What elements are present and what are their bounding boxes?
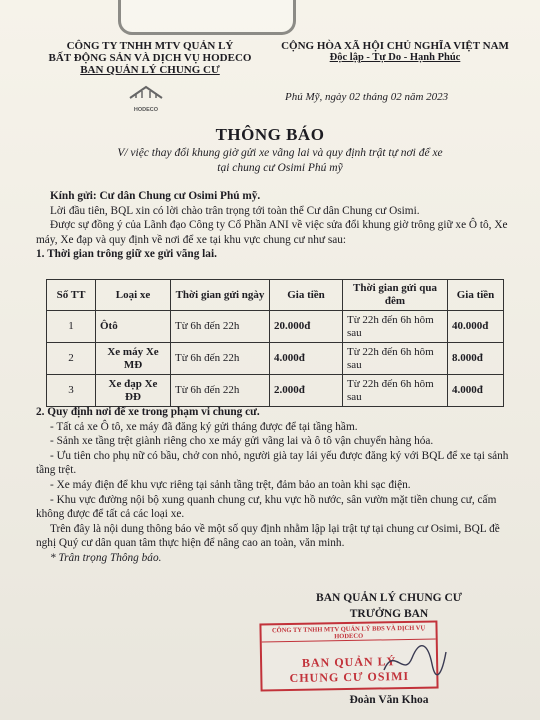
cell-vehicle: Xe máy Xe MĐ (96, 343, 171, 375)
issuer-header (30, 40, 270, 76)
intro-paragraph: Lời đầu tiên, BQL xin có lời chào trân trọng tới toàn thể Cư dân Chung cư Osimi. (50, 204, 420, 217)
signature-role: TRƯỞNG BAN (349, 608, 429, 620)
cell-night-price: 4.000đ (448, 375, 504, 407)
stamp-line-2: CHUNG CƯ OSIMI (289, 668, 410, 686)
col-header-vehicle: Loại xe (96, 280, 171, 311)
subject-line-1: V/ việc thay đổi khung giờ gửi xe vãng lai và quy định trật tự nơi để xe (117, 147, 443, 159)
cell-day-price: 4.000đ (270, 343, 343, 375)
col-header-day-time: Thời gian gửi ngày (171, 280, 270, 311)
company-logo (124, 84, 168, 113)
cell-day-price: 20.000đ (270, 311, 343, 343)
cell-vehicle: Xe đạp Xe ĐĐ (96, 375, 171, 407)
handwritten-signature (380, 640, 450, 680)
cell-night-time: Từ 22h đến 6h hôm sau (343, 343, 448, 375)
table-row (47, 311, 504, 343)
stamp-line-1: BAN QUẢN LÝ (301, 654, 397, 670)
cell-night-price: 8.000đ (448, 343, 504, 375)
stamp-company: CÔNG TY TNHH MTV QUẢN LÝ BĐS VÀ DỊCH VỤ HODECO (261, 622, 435, 642)
document-title: THÔNG BÁO (215, 125, 325, 144)
cell-night-time: Từ 22h đến 6h hôm sau (343, 375, 448, 407)
cell-night-time: Từ 22h đến 6h hôm sau (343, 311, 448, 343)
national-motto: Độc lập - Tự Do - Hạnh Phúc (329, 52, 461, 63)
issuer-company-line2: BẤT ĐỘNG SẢN VÀ DỊCH VỤ HODECO (48, 52, 252, 64)
document-body (36, 189, 518, 262)
rule-item: - Ưu tiên cho phụ nữ có bầu, chở con nhỏ, người già tay lái yếu được đăng ký với BQL để xe tại sảnh tầng trệt. (36, 449, 509, 477)
table-row (47, 375, 504, 407)
table-row (47, 343, 504, 375)
rule-item: - Tất cả xe Ô tô, xe máy đã đăng ký gửi tháng được để tại tầng hầm. (50, 420, 358, 433)
approval-paragraph: Được sự đồng ý của Lãnh đạo Công ty Cổ Phần ANI về việc sửa đổi khung giờ trông giữ xe Ô tô, Xe máy, Xe đạp và quy định về nơi để xe tại khu vực chung cư như sau: (36, 219, 508, 246)
document-subject (60, 146, 500, 176)
section-1-heading: 1. Thời gian trông giữ xe gửi vãng lai. (36, 248, 217, 260)
document-date: Phú Mỹ, ngày 02 tháng 02 năm 2023 (285, 91, 449, 103)
signature-org: BAN QUẢN LÝ CHUNG CƯ (316, 592, 462, 604)
cell-day-time: Từ 6h đến 22h (171, 375, 270, 407)
parking-fee-table (46, 279, 504, 407)
col-header-night-time: Thời gian gửi qua đêm (343, 280, 448, 311)
cell-day-price: 2.000đ (270, 375, 343, 407)
rule-item: - Sảnh xe tầng trệt giành riêng cho xe máy gửi vãng lai và ô tô vận chuyển hàng hóa. (50, 435, 434, 448)
col-header-night-price: Gia tiền (448, 280, 504, 311)
col-header-no: Số TT (47, 280, 96, 311)
cell-no: 3 (47, 375, 96, 407)
cell-vehicle: Ôtô (96, 311, 171, 343)
signer-name: Đoàn Văn Khoa (349, 694, 429, 706)
national-title: CỘNG HÒA XÃ HỘI CHỦ NGHĨA VIỆT NAM (281, 40, 509, 52)
cell-no: 2 (47, 343, 96, 375)
regards-line: * Trân trọng Thông báo. (50, 551, 162, 564)
logo-text: HODECO (133, 107, 159, 113)
cell-day-time: Từ 6h đến 22h (171, 311, 270, 343)
issuer-company: CÔNG TY TNHH MTV QUẢN LÝ (66, 40, 234, 52)
paper-clip (118, 0, 296, 35)
issuer-department: BAN QUẢN LÝ CHUNG CƯ (80, 64, 220, 76)
rule-item: - Xe máy điện để khu vực riêng tại sảnh tầng trệt, đảm bảo an toàn khi sạc điện. (50, 478, 411, 491)
national-header (270, 40, 520, 64)
subject-line-2: tại chung cư Osimi Phú mỹ (217, 162, 343, 174)
table-header-row (47, 280, 504, 311)
cell-night-price: 40.000đ (448, 311, 504, 343)
col-header-day-price: Gia tiền (270, 280, 343, 311)
salutation: Kính gửi: Cư dân Chung cư Osimi Phú mỹ. (50, 190, 261, 202)
closing-paragraph: Trên đây là nội dung thông báo về một số quy định nhằm lập lại trật tự tại chung cư Osimi, BQL đề nghị Quý cư dân quan tâm thực hiện để nâng cao an toàn, văn minh. (36, 522, 500, 550)
logo-icon (126, 84, 166, 102)
section-2 (36, 405, 512, 566)
section-2-heading: 2. Quy định nơi để xe trong phạm vi chung cư. (36, 406, 260, 418)
rule-item: - Khu vực đường nội bộ xung quanh chung cư, khu vực hồ nước, sân vườn mặt tiền chung cư, cấm không được để tất cả các loại xe. (36, 493, 497, 521)
cell-no: 1 (47, 311, 96, 343)
cell-day-time: Từ 6h đến 22h (171, 343, 270, 375)
